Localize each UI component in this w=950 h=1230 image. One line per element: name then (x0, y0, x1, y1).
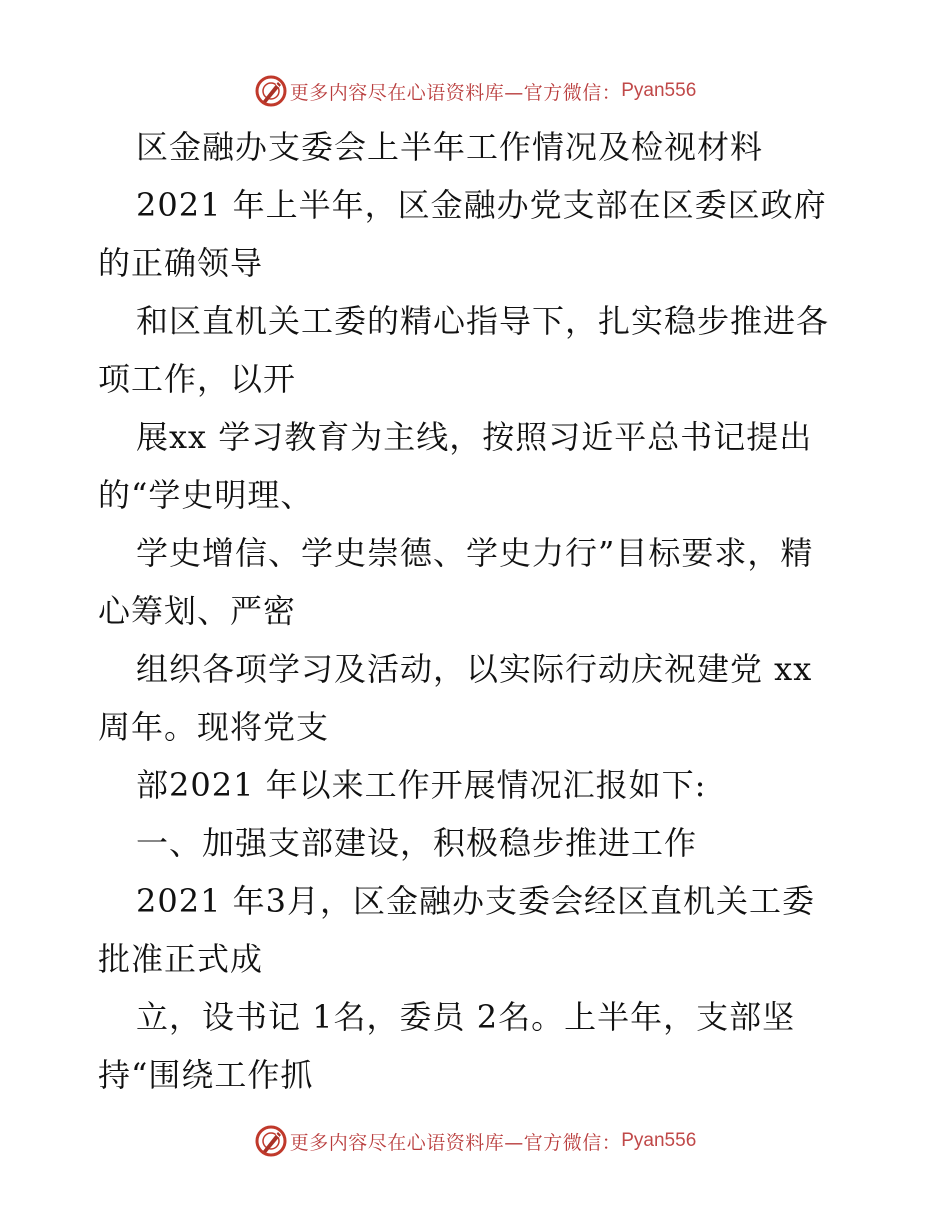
text-line: 的正确领导 (98, 244, 264, 282)
section-heading: 一、加强支部建设，积极稳步推进工作 (136, 824, 698, 862)
watermark-text: 更多内容尽在心语资料库—官方微信： (289, 81, 622, 104)
text-line: 项工作，以开 (98, 360, 297, 398)
text-line: 展xx 学习教育为主线，按照习近平总书记提出 (136, 418, 813, 456)
document-body (98, 118, 858, 1104)
pen-logo-icon (254, 74, 288, 108)
watermark-wechat-id: Pyan556 (621, 80, 697, 101)
document-title: 区金融办支委会上半年工作情况及检视材料 (136, 128, 764, 166)
text-line: 和区直机关工委的精心指导下，扎实稳步推进各 (136, 302, 830, 340)
text-line: 立，设书记 1名，委员 2名。上半年，支部坚 (136, 998, 796, 1036)
text-line: 部2021 年以来工作开展情况汇报如下: (136, 766, 707, 804)
footer-watermark (0, 1121, 950, 1161)
text-line: 的“学史明理、 (98, 476, 314, 514)
text-line: 2021 年上半年，区金融办党支部在区委区政府 (136, 186, 827, 224)
watermark-text: 更多内容尽在心语资料库—官方微信： (289, 1131, 622, 1154)
pen-logo-icon (254, 1124, 288, 1158)
header-watermark (0, 71, 950, 111)
text-line: 持“围绕工作抓 (98, 1056, 314, 1094)
text-line: 周年。现将党支 (98, 708, 330, 746)
text-line: 心筹划、严密 (98, 592, 297, 630)
watermark-wechat-id: Pyan556 (621, 1130, 697, 1151)
text-line: 批准正式成 (98, 940, 264, 978)
text-line: 2021 年3月，区金融办支委会经区直机关工委 (136, 882, 815, 920)
text-line: 学史增信、学史崇德、学史力行”目标要求，精 (136, 534, 814, 572)
text-line: 组织各项学习及活动，以实际行动庆祝建党 xx (136, 650, 813, 688)
